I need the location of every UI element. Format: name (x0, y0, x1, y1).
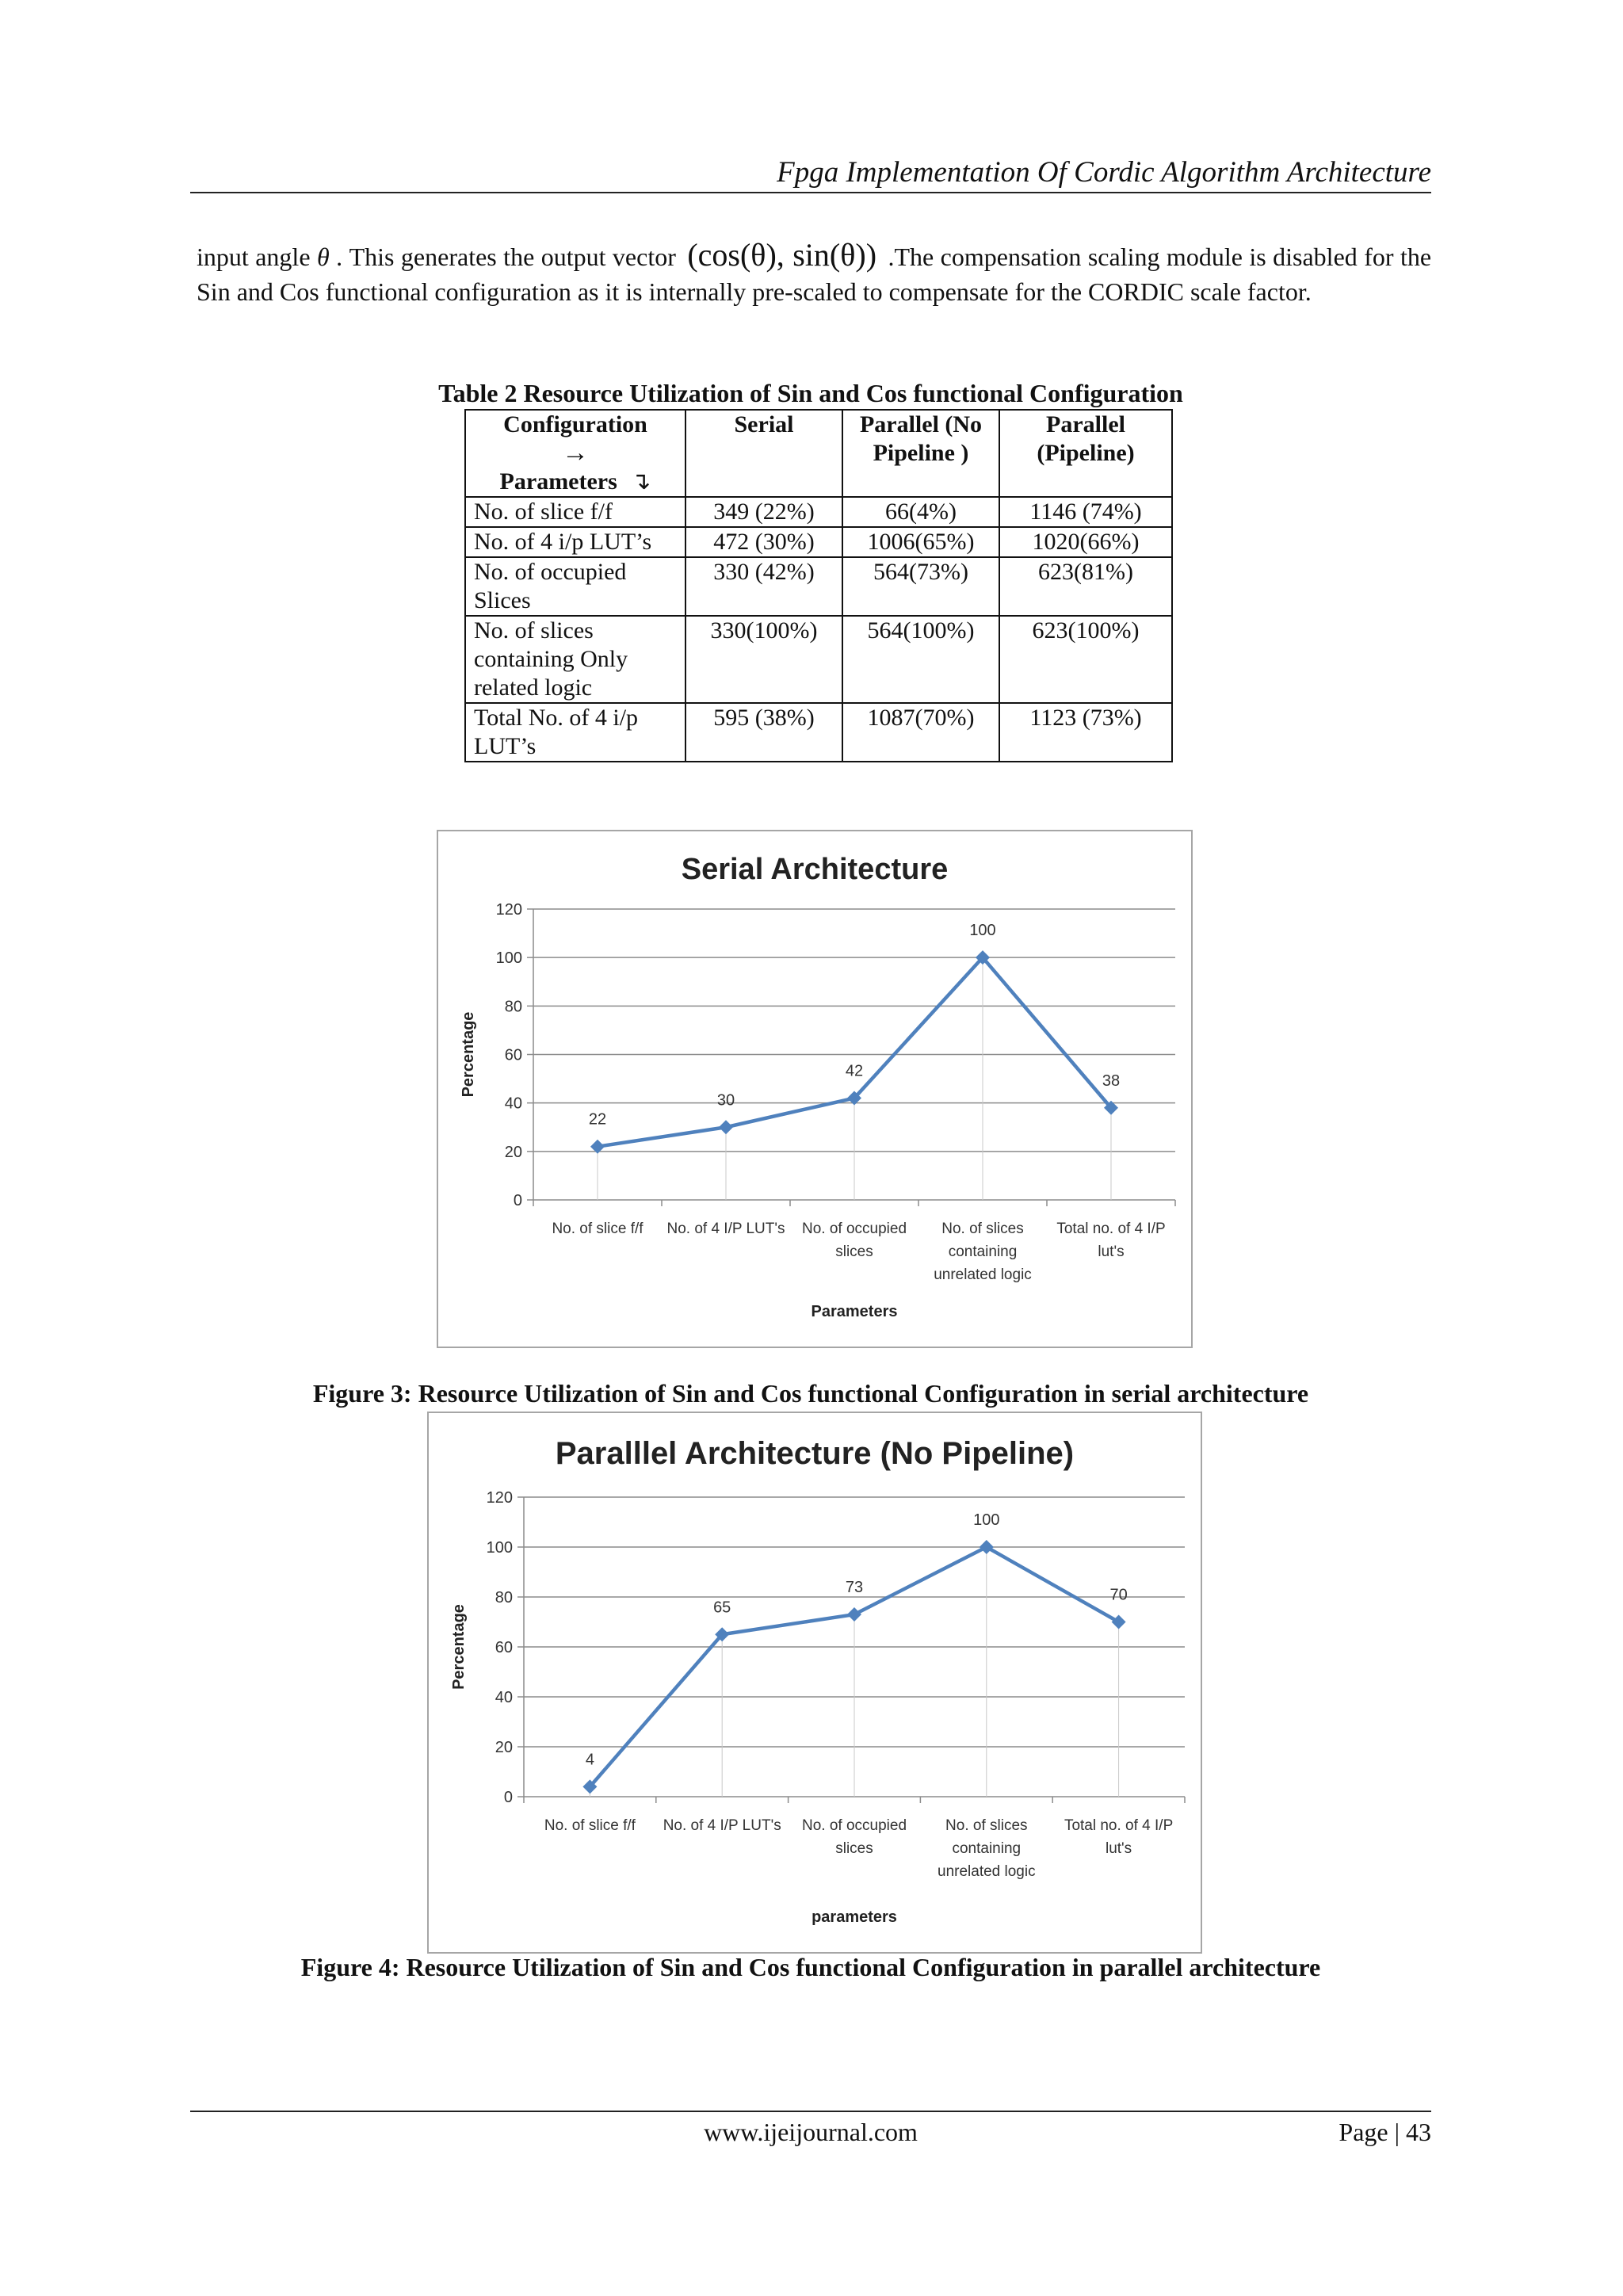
data-label: 22 (588, 1110, 607, 1129)
parallel-p-cell: 623(81%) (999, 557, 1172, 616)
parallel-p-cell: 1146 (74%) (999, 497, 1172, 527)
y-tick-label: 80 (504, 998, 522, 1016)
table-row (465, 527, 1172, 557)
running-header: Fpga Implementation Of Cordic Algorithm Architecture (777, 156, 1431, 189)
y-tick-label: 0 (503, 1789, 513, 1806)
y-tick-label: 120 (486, 1489, 513, 1507)
y-tick-label: 40 (495, 1689, 513, 1706)
y-tick-label: 120 (495, 901, 522, 919)
parallel-p-cell: 1123 (73%) (999, 703, 1172, 762)
param-cell: No. of slices containing Only related logic (465, 616, 685, 703)
table-row (465, 557, 1172, 616)
y-tick-label: 60 (504, 1046, 522, 1064)
y-tick-label: 60 (495, 1639, 513, 1656)
figure-4-caption: Figure 4: Resource Utilization of Sin and Cos functional Configuration in parallel architecture (300, 1953, 1321, 1981)
table-caption: Table 2 Resource Utilization of Sin and Cos functional Configuration (438, 379, 1183, 407)
config-header-cell (465, 410, 685, 497)
data-label: 38 (1102, 1072, 1121, 1090)
serial-header: Serial (685, 410, 842, 497)
para-text-3: .The compensation scaling module is disabled for the Sin and Cos functional configuration as it is internally pre-scaled to compensate for the CORDIC scale factor. (197, 243, 1432, 306)
journal-url: www.ijeijournal.com (704, 2118, 918, 2146)
y-axis-label: Percentage (450, 1604, 468, 1690)
param-cell: No. of occupied Slices (465, 557, 685, 616)
param-cell: No. of 4 i/p LUT’s (465, 527, 685, 557)
parallel-np-cell: 1006(65%) (842, 527, 999, 557)
data-label: 70 (1109, 1586, 1128, 1604)
serial-cell: 330 (42%) (685, 557, 842, 616)
data-point (980, 1540, 994, 1554)
arrow-right-icon: → (562, 438, 589, 468)
chart-title: Serial Architecture (681, 853, 949, 886)
parallel-pipeline-header: Parallel (Pipeline) (999, 410, 1172, 497)
x-axis-label: parameters (812, 1908, 897, 1926)
serial-architecture-chart-svg (438, 831, 1191, 1347)
parallel-architecture-chart-svg (429, 1413, 1201, 1952)
parallel-np-cell: 1087(70%) (842, 703, 999, 762)
x-tick-label: No. of slices containing unrelated logic (934, 1221, 1032, 1283)
y-tick-label: 40 (504, 1095, 522, 1113)
header-rule (190, 192, 1431, 193)
data-label: 73 (845, 1579, 864, 1597)
arrow-down-icon: ↴ (631, 468, 651, 495)
x-tick-label: No. of slice f/f (552, 1221, 643, 1237)
parallel-p-cell: 1020(66%) (999, 527, 1172, 557)
x-tick-label: No. of occupied slices (801, 1817, 907, 1857)
footer-rule (190, 2111, 1431, 2112)
resource-table (464, 409, 1173, 762)
serial-cell: 330(100%) (685, 616, 842, 703)
x-tick-label: No. of occupied slices (801, 1221, 907, 1260)
figure-3-chart (437, 830, 1193, 1348)
serial-cell: 349 (22%) (685, 497, 842, 527)
param-cell: Total No. of 4 i/p LUT’s (465, 703, 685, 762)
parallel-np-cell: 66(4%) (842, 497, 999, 527)
y-tick-label: 20 (495, 1739, 513, 1756)
para-text-1: input angle (197, 243, 311, 271)
data-point (719, 1120, 733, 1134)
parallel-np-cell: 564(100%) (842, 616, 999, 703)
page-number: Page | 43 (1338, 2118, 1431, 2146)
parallel-np-cell: 564(73%) (842, 557, 999, 616)
x-tick-label: No. of slice f/f (544, 1817, 636, 1834)
table-row (465, 616, 1172, 703)
data-label: 42 (845, 1062, 864, 1080)
x-tick-label: No. of slices containing unrelated logic (938, 1817, 1036, 1880)
serial-cell: 595 (38%) (685, 703, 842, 762)
body-paragraph (197, 238, 1431, 309)
table-row (465, 497, 1172, 527)
table-header-row (465, 410, 1172, 497)
y-axis-label: Percentage (460, 1011, 477, 1098)
y-tick-label: 100 (495, 949, 522, 968)
params-label: Parameters (499, 468, 617, 495)
data-label: 100 (973, 1511, 1000, 1529)
config-label: Configuration (503, 411, 647, 437)
figure-3-caption: Figure 3: Resource Utilization of Sin and Cos functional Configuration in serial architecture (312, 1379, 1309, 1408)
data-label: 100 (969, 922, 996, 940)
x-tick-label: Total no. of 4 I/P lut's (1056, 1221, 1166, 1260)
data-point (1112, 1615, 1126, 1629)
y-tick-label: 0 (513, 1192, 522, 1209)
data-point (847, 1607, 861, 1622)
data-label: 65 (713, 1599, 731, 1617)
y-tick-label: 20 (504, 1143, 522, 1161)
x-tick-label: Total no. of 4 I/P lut's (1064, 1817, 1174, 1857)
x-axis-label: Parameters (811, 1303, 898, 1320)
serial-cell: 472 (30%) (685, 527, 842, 557)
table-row (465, 703, 1172, 762)
output-vector-formula: (cos(θ), sin(θ)) (687, 237, 877, 273)
chart-title: Paralllel Architecture (No Pipeline) (555, 1436, 1075, 1471)
y-tick-label: 80 (495, 1589, 513, 1606)
param-cell: No. of slice f/f (465, 497, 685, 527)
figure-4-chart (427, 1412, 1202, 1954)
data-label: 4 (585, 1751, 594, 1769)
parallel-p-cell: 623(100%) (999, 616, 1172, 703)
y-tick-label: 100 (486, 1539, 513, 1557)
parallel-no-pipeline-header: Parallel (No Pipeline ) (842, 410, 999, 497)
x-tick-label: No. of 4 I/P LUT's (663, 1817, 781, 1834)
x-tick-label: No. of 4 I/P LUT's (666, 1221, 785, 1237)
para-text-2: . This generates the output vector (336, 243, 676, 271)
data-label: 30 (716, 1091, 735, 1110)
theta-symbol: θ (316, 243, 330, 271)
